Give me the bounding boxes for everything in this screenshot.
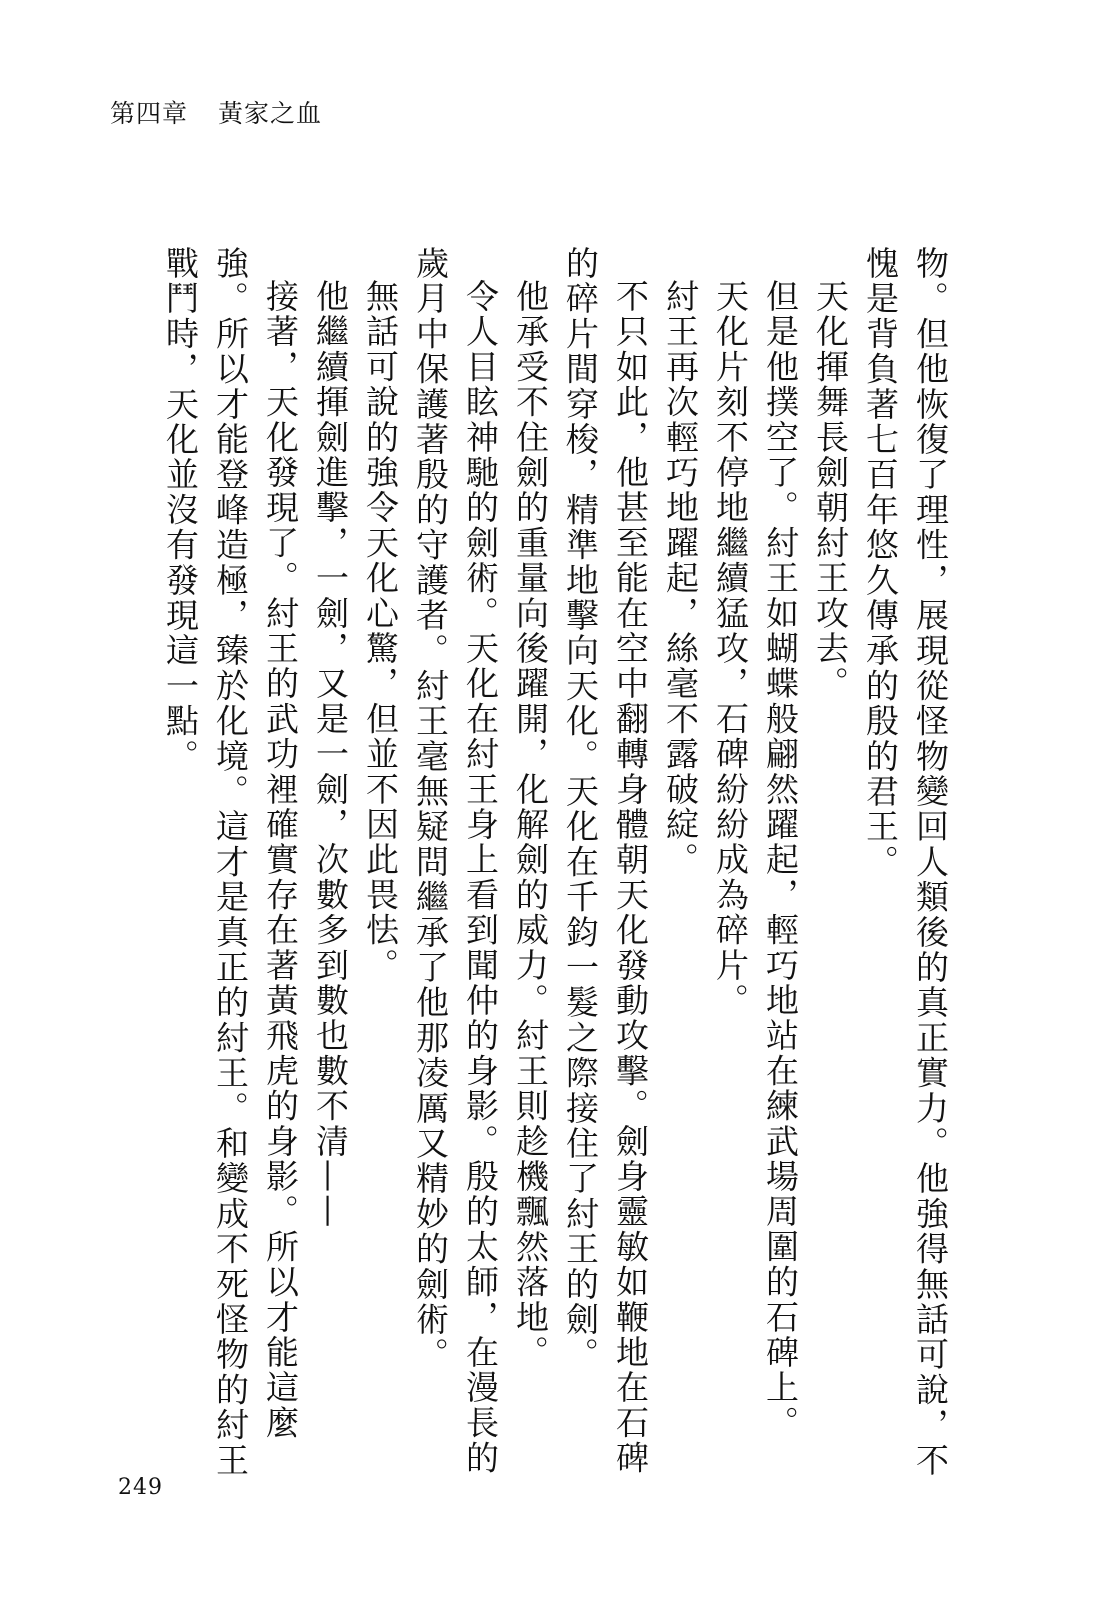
vertical-body-text — [155, 246, 955, 1486]
paragraph: 但是他撲空了。紂王如蝴蝶般翩然躍起，輕巧地站在練武場周圍的石碑上。 — [761, 279, 800, 1441]
chapter-title: 黃家之血 — [218, 99, 323, 128]
paragraph: 不只如此，他甚至能在空中翻轉身體朝天化發動攻擊。劍身靈敏如鞭地在石碑的碎片間穿梭，精準地擊向天化。天化在千鈞一髮之際接住了紂王的劍。 — [561, 246, 650, 1476]
paragraph: 物。但他恢復了理性，展現從怪物變回人類後的真正實力。他強得無話可說，不愧是背負著七百年悠久傳承的殷的君王。 — [861, 246, 950, 1478]
paragraph: 天化揮舞長劍朝紂王攻去。 — [811, 279, 850, 702]
paragraph: 他繼續揮劍進擊，一劍，又是一劍，次數多到數也數不清—— — [311, 279, 350, 1230]
chapter-number: 第四章 — [110, 99, 189, 128]
paragraph: 紂王再次輕巧地躍起，絲毫不露破綻。 — [661, 279, 700, 878]
paragraph: 令人目眩神馳的劍術。天化在紂王身上看到聞仲的身影。殷的太師，在漫長的歲月中保護著殷的守護者。紂王毫無疑問繼承了他那凌厲又精妙的劍術。 — [411, 246, 500, 1476]
running-header — [110, 94, 322, 130]
paragraph: 接著，天化發現了。紂王的武功裡確實存在著黃飛虎的身影。所以才能這麼強。所以才能登峰造極，臻於化境。這才是真正的紂王。和變成不死怪物的紂王戰鬥時，天化並沒有發現這一點。 — [161, 246, 300, 1478]
paragraph: 無話可說的強令天化心驚，但並不因此畏怯。 — [361, 279, 400, 983]
paragraph: 天化片刻不停地繼續猛攻，石碑紛紛成為碎片。 — [711, 279, 750, 1019]
paragraph: 他承受不住劍的重量向後躍開，化解劍的威力。紂王則趁機飄然落地。 — [511, 279, 550, 1371]
page-number: 249 — [118, 1475, 163, 1500]
